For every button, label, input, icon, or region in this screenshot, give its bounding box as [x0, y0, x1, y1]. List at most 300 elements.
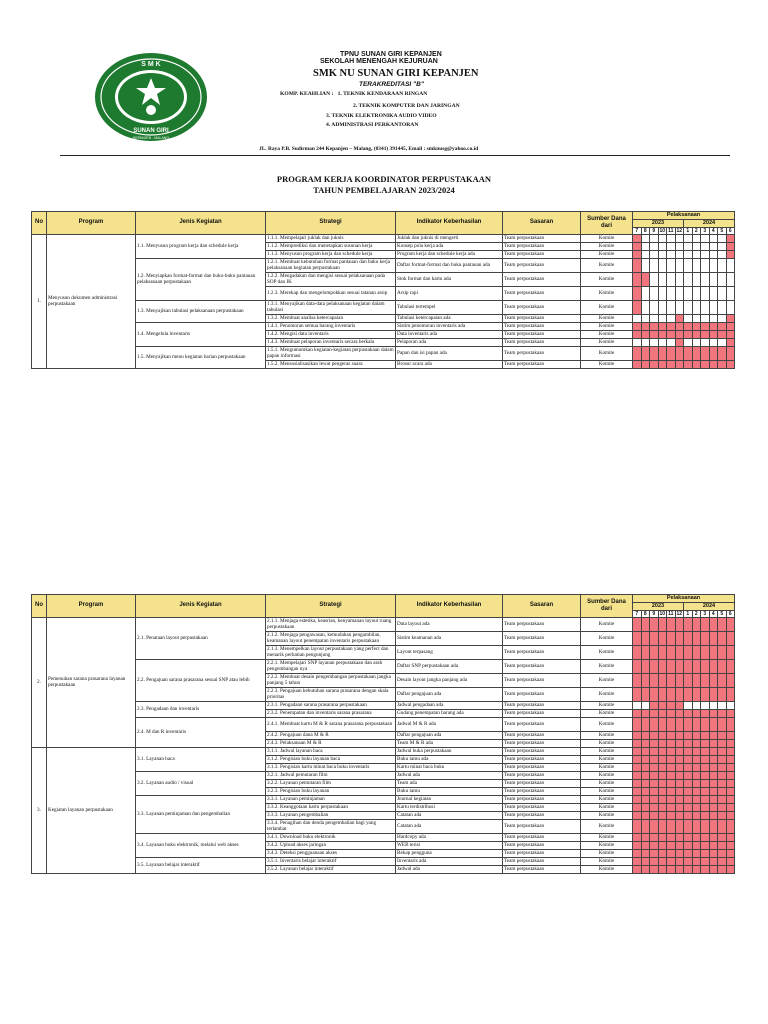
- strategy-cell: 3.3.4. Penagihan dan denda pengembalian bagi yang terlambat: [266, 819, 396, 833]
- indicator-cell: Catatan ada: [396, 819, 503, 833]
- schedule-cell: [709, 314, 718, 322]
- schedule-cell: [701, 747, 710, 755]
- schedule-cell: [650, 747, 659, 755]
- fund-source-cell: Komite: [581, 272, 633, 286]
- schedule-cell: [667, 747, 676, 755]
- schedule-cell: [718, 272, 727, 286]
- indicator-cell: Hardcopy ada: [396, 833, 503, 841]
- schedule-cell: [641, 717, 650, 731]
- target-cell: Team perpustakaan: [503, 258, 581, 272]
- schedule-cell: [641, 819, 650, 833]
- schedule-cell: [658, 617, 667, 631]
- schedule-cell: [684, 631, 693, 645]
- schedule-cell: [692, 841, 701, 849]
- indicator-cell: Team M & R ada: [396, 739, 503, 747]
- schedule-cell: [641, 865, 650, 873]
- schedule-cell: [709, 234, 718, 242]
- schedule-cell: [650, 286, 659, 300]
- fund-source-cell: Komite: [581, 747, 633, 755]
- target-cell: Team perpustakaan: [503, 849, 581, 857]
- schedule-cell: [684, 346, 693, 360]
- schedule-cell: [641, 258, 650, 272]
- fund-source-cell: Komite: [581, 300, 633, 314]
- schedule-cell: [718, 841, 727, 849]
- schedule-cell: [667, 360, 676, 368]
- program-name: Kegiatan layanan perpustakaan: [47, 747, 136, 873]
- schedule-cell: [667, 717, 676, 731]
- schedule-cell: [701, 739, 710, 747]
- schedule-cell: [667, 849, 676, 857]
- schedule-cell: [675, 833, 684, 841]
- schedule-cell: [692, 709, 701, 717]
- target-cell: Team perpustakaan: [503, 717, 581, 731]
- schedule-cell: [718, 687, 727, 701]
- table-row: [32, 857, 735, 865]
- schedule-cell: [650, 763, 659, 771]
- col-header-month: 6: [726, 227, 735, 234]
- schedule-cell: [658, 322, 667, 330]
- schedule-cell: [658, 673, 667, 687]
- col-header-strategi: Strategi: [266, 595, 396, 618]
- schedule-cell: [650, 322, 659, 330]
- indicator-cell: Journal kegiatan: [396, 795, 503, 803]
- col-header-strategi: Strategi: [266, 212, 396, 235]
- activity-type: 1.2. Menyiapkan format-format dan buku-buku pantauan pelaksanaan perpustakaan: [136, 258, 266, 300]
- schedule-cell: [701, 709, 710, 717]
- schedule-cell: [675, 360, 684, 368]
- schedule-cell: [709, 286, 718, 300]
- schedule-cell: [701, 338, 710, 346]
- schedule-cell: [641, 763, 650, 771]
- target-cell: Team perpustakaan: [503, 747, 581, 755]
- schedule-cell: [675, 322, 684, 330]
- schedule-cell: [718, 330, 727, 338]
- schedule-cell: [701, 673, 710, 687]
- program-table-1: [31, 211, 735, 369]
- strategy-cell: 3.5.1. Inventaris belajar interaktif: [266, 857, 396, 865]
- schedule-cell: [709, 250, 718, 258]
- indicator-cell: Stok format dan kartu ada: [396, 272, 503, 286]
- schedule-cell: [675, 631, 684, 645]
- schedule-cell: [718, 771, 727, 779]
- schedule-cell: [718, 234, 727, 242]
- fund-source-cell: Komite: [581, 803, 633, 811]
- accreditation: TERAKREDITASI "B": [359, 81, 424, 88]
- col-header-month: 3: [701, 227, 710, 234]
- strategy-cell: 3.1.2. Pengisian buku layanan baca: [266, 755, 396, 763]
- schedule-cell: [709, 739, 718, 747]
- target-cell: Team perpustakaan: [503, 314, 581, 322]
- fund-source-cell: Komite: [581, 234, 633, 242]
- schedule-cell: [641, 330, 650, 338]
- fund-source-cell: Komite: [581, 673, 633, 687]
- schedule-cell: [675, 286, 684, 300]
- target-cell: Team perpustakaan: [503, 272, 581, 286]
- fund-source-cell: Komite: [581, 865, 633, 873]
- table-row: [32, 258, 735, 272]
- activity-type: 2.4. M dan R inventaris: [136, 717, 266, 747]
- strategy-cell: 2.1.1. Menjaga estetika, keasrian, kenyamanan layout ruang perpustakaan: [266, 617, 396, 631]
- activity-type: 2.1. Penataan layout perpustakaan: [136, 617, 266, 659]
- program-table-2: [31, 594, 735, 874]
- schedule-cell: [633, 659, 642, 673]
- schedule-cell: [701, 258, 710, 272]
- schedule-cell: [709, 338, 718, 346]
- col-header-pelaksanaan: Pelaksanaan: [633, 212, 735, 220]
- schedule-cell: [633, 286, 642, 300]
- fund-source-cell: Komite: [581, 819, 633, 833]
- schedule-cell: [667, 787, 676, 795]
- col-header-year-2023: 2023: [633, 220, 684, 228]
- schedule-cell: [641, 833, 650, 841]
- strategy-cell: 1.4.2. Mengisi data inventaris: [266, 330, 396, 338]
- schedule-cell: [650, 717, 659, 731]
- schedule-cell: [650, 258, 659, 272]
- target-cell: Team perpustakaan: [503, 250, 581, 258]
- schedule-cell: [675, 787, 684, 795]
- col-header-indikator: Indikator Keberhasilan: [396, 595, 503, 618]
- schedule-cell: [701, 242, 710, 250]
- schedule-cell: [650, 631, 659, 645]
- schedule-cell: [684, 673, 693, 687]
- schedule-cell: [684, 849, 693, 857]
- schedule-cell: [667, 779, 676, 787]
- schedule-cell: [650, 771, 659, 779]
- schedule-cell: [641, 673, 650, 687]
- strategy-cell: 2.1.3. Menempelkan layout perpustakaan yang perfect dan menarik perhatian pengunjung: [266, 645, 396, 659]
- schedule-cell: [701, 811, 710, 819]
- schedule-cell: [633, 673, 642, 687]
- schedule-cell: [701, 803, 710, 811]
- target-cell: Team perpustakaan: [503, 771, 581, 779]
- col-header-month: 4: [709, 227, 718, 234]
- schedule-cell: [718, 701, 727, 709]
- schedule-cell: [658, 346, 667, 360]
- competency-1: 1. TEKNIK KENDARAAN RINGAN: [337, 91, 428, 97]
- schedule-cell: [633, 717, 642, 731]
- schedule-cell: [667, 631, 676, 645]
- schedule-cell: [684, 659, 693, 673]
- indicator-cell: Juklak dan juknis di mengerti: [396, 234, 503, 242]
- activity-type: 3.1. Layanan baca: [136, 747, 266, 771]
- target-cell: Team perpustakaan: [503, 346, 581, 360]
- target-cell: Team perpustakaan: [503, 645, 581, 659]
- strategy-cell: 1.1.1. Mempelajari juklak dan juknis: [266, 234, 396, 242]
- schedule-cell: [650, 841, 659, 849]
- schedule-cell: [726, 833, 735, 841]
- col-header-jenis: Jenis Kegiatan: [136, 212, 266, 235]
- strategy-cell: 1.2.2. Mengadakan dan mengisi sesuai pelaksanaan pada SOP dan IK: [266, 272, 396, 286]
- schedule-cell: [667, 322, 676, 330]
- schedule-cell: [692, 250, 701, 258]
- schedule-cell: [692, 346, 701, 360]
- schedule-cell: [692, 701, 701, 709]
- col-header-month: 1: [684, 610, 693, 617]
- schedule-cell: [633, 833, 642, 841]
- schedule-cell: [726, 330, 735, 338]
- strategy-cell: 1.1.2. Memprediksi dan menetapkan susunan kerja: [266, 242, 396, 250]
- fund-source-cell: Komite: [581, 709, 633, 717]
- activity-type: 1.1. Menyusun program kerja dan schedule kerja: [136, 234, 266, 258]
- strategy-cell: 3.4.2. Upload akses jaringan: [266, 841, 396, 849]
- indicator-cell: Pelaporan ada: [396, 338, 503, 346]
- schedule-cell: [667, 857, 676, 865]
- competency-3: 3. TEKNIK ELEKTRONIKA AUDIO VIDEO: [326, 113, 437, 119]
- schedule-cell: [692, 360, 701, 368]
- schedule-cell: [701, 779, 710, 787]
- schedule-cell: [641, 779, 650, 787]
- strategy-cell: 1.4.1. Penomoran semua barang inventaris: [266, 322, 396, 330]
- schedule-cell: [709, 659, 718, 673]
- schedule-cell: [633, 687, 642, 701]
- schedule-cell: [641, 272, 650, 286]
- schedule-cell: [675, 330, 684, 338]
- schedule-cell: [633, 300, 642, 314]
- schedule-cell: [650, 330, 659, 338]
- schedule-cell: [658, 272, 667, 286]
- schedule-cell: [701, 330, 710, 338]
- target-cell: Team perpustakaan: [503, 857, 581, 865]
- schedule-cell: [718, 338, 727, 346]
- schedule-cell: [675, 763, 684, 771]
- schedule-cell: [658, 857, 667, 865]
- schedule-cell: [667, 795, 676, 803]
- target-cell: Team perpustakaan: [503, 330, 581, 338]
- schedule-cell: [633, 272, 642, 286]
- schedule-cell: [667, 242, 676, 250]
- schedule-cell: [658, 849, 667, 857]
- schedule-cell: [726, 286, 735, 300]
- schedule-cell: [658, 755, 667, 763]
- schedule-cell: [709, 360, 718, 368]
- schedule-cell: [658, 731, 667, 739]
- strategy-cell: 3.3.2. Keanggotaan kartu perpustakaan: [266, 803, 396, 811]
- program-name: Pemenuhan sarana prasarana layanan perpustakaan: [47, 617, 136, 747]
- schedule-cell: [684, 701, 693, 709]
- target-cell: Team perpustakaan: [503, 787, 581, 795]
- schedule-cell: [684, 795, 693, 803]
- schedule-cell: [692, 771, 701, 779]
- schedule-cell: [709, 645, 718, 659]
- schedule-cell: [658, 330, 667, 338]
- schedule-cell: [726, 314, 735, 322]
- schedule-cell: [675, 849, 684, 857]
- schedule-cell: [650, 811, 659, 819]
- schedule-cell: [726, 803, 735, 811]
- schedule-cell: [718, 779, 727, 787]
- col-header-program: Program: [47, 212, 136, 235]
- schedule-cell: [658, 631, 667, 645]
- schedule-cell: [658, 250, 667, 258]
- schedule-cell: [718, 739, 727, 747]
- schedule-cell: [641, 234, 650, 242]
- schedule-cell: [692, 645, 701, 659]
- schedule-cell: [641, 709, 650, 717]
- indicator-cell: Desain layout jangka panjang ada: [396, 673, 503, 687]
- table-row: [32, 717, 735, 731]
- schedule-cell: [684, 787, 693, 795]
- schedule-cell: [641, 731, 650, 739]
- schedule-cell: [658, 717, 667, 731]
- schedule-cell: [650, 338, 659, 346]
- schedule-cell: [641, 286, 650, 300]
- target-cell: Team perpustakaan: [503, 731, 581, 739]
- col-header-month: 5: [718, 610, 727, 617]
- strategy-cell: 3.1.1. Jadwal layanan baca: [266, 747, 396, 755]
- col-header-month: 1: [684, 227, 693, 234]
- target-cell: Team perpustakaan: [503, 803, 581, 811]
- target-cell: Team perpustakaan: [503, 673, 581, 687]
- table-row: [32, 617, 735, 631]
- indicator-cell: Layout terpasang: [396, 645, 503, 659]
- schedule-cell: [726, 849, 735, 857]
- strategy-cell: 2.3.2. Penempatan dan inventaris sarana prasarana: [266, 709, 396, 717]
- schedule-cell: [658, 771, 667, 779]
- schedule-cell: [726, 779, 735, 787]
- schedule-cell: [692, 659, 701, 673]
- fund-source-cell: Komite: [581, 617, 633, 631]
- schedule-cell: [641, 849, 650, 857]
- schedule-cell: [692, 731, 701, 739]
- schedule-cell: [692, 286, 701, 300]
- schedule-cell: [701, 717, 710, 731]
- schedule-cell: [633, 779, 642, 787]
- schedule-cell: [701, 865, 710, 873]
- fund-source-cell: Komite: [581, 286, 633, 300]
- table-2-header: [32, 595, 735, 618]
- target-cell: Team perpustakaan: [503, 833, 581, 841]
- activity-type: 2.3. Pengadaan dan inventaris: [136, 701, 266, 717]
- table-row: [32, 346, 735, 360]
- schedule-cell: [692, 338, 701, 346]
- schedule-cell: [718, 617, 727, 631]
- schedule-cell: [718, 322, 727, 330]
- program-name: Menyusun dokumen administrasi perpustakaan: [47, 234, 136, 368]
- schedule-cell: [718, 833, 727, 841]
- schedule-cell: [718, 787, 727, 795]
- schedule-cell: [658, 739, 667, 747]
- schedule-cell: [726, 841, 735, 849]
- target-cell: Team perpustakaan: [503, 811, 581, 819]
- col-header-month: 8: [641, 227, 650, 234]
- schedule-cell: [701, 314, 710, 322]
- indicator-cell: Jadwal M & R ada: [396, 717, 503, 731]
- schedule-cell: [650, 787, 659, 795]
- schedule-cell: [692, 849, 701, 857]
- fund-source-cell: Komite: [581, 314, 633, 322]
- schedule-cell: [701, 645, 710, 659]
- target-cell: Team perpustakaan: [503, 659, 581, 673]
- activity-type: 3.2. Layanan audio / visual: [136, 771, 266, 795]
- schedule-cell: [650, 833, 659, 841]
- schedule-cell: [726, 755, 735, 763]
- schedule-cell: [692, 795, 701, 803]
- schedule-cell: [633, 819, 642, 833]
- strategy-cell: 3.1.3. Pengisian kartu minat baca buku inventaris: [266, 763, 396, 771]
- schedule-cell: [709, 346, 718, 360]
- table-1-header: [32, 212, 735, 235]
- schedule-cell: [684, 300, 693, 314]
- schedule-cell: [718, 709, 727, 717]
- col-header-sumber: Sumber Dana dari: [581, 595, 633, 618]
- schedule-cell: [726, 747, 735, 755]
- schedule-cell: [718, 857, 727, 865]
- schedule-cell: [658, 234, 667, 242]
- schedule-cell: [667, 755, 676, 763]
- schedule-cell: [667, 865, 676, 873]
- strategy-cell: 3.3.3. Layanan pengembalian: [266, 811, 396, 819]
- col-header-month: 11: [668, 610, 674, 617]
- indicator-cell: Gudang penempatan barang ada: [396, 709, 503, 717]
- schedule-cell: [675, 687, 684, 701]
- strategy-cell: 1.3.2. Membuat analisa ketercapaian: [266, 314, 396, 322]
- schedule-cell: [684, 779, 693, 787]
- schedule-cell: [658, 687, 667, 701]
- schedule-cell: [701, 841, 710, 849]
- schedule-cell: [684, 645, 693, 659]
- col-header-month: 7: [633, 610, 642, 617]
- table-2-body: [32, 617, 735, 873]
- schedule-cell: [709, 787, 718, 795]
- schedule-cell: [709, 771, 718, 779]
- schedule-cell: [684, 286, 693, 300]
- school-name: SMK NU SUNAN GIRI KEPANJEN: [313, 68, 479, 79]
- schedule-cell: [658, 841, 667, 849]
- schedule-cell: [726, 795, 735, 803]
- schedule-cell: [650, 803, 659, 811]
- schedule-cell: [726, 787, 735, 795]
- target-cell: Team perpustakaan: [503, 234, 581, 242]
- indicator-cell: Jadwal ada: [396, 771, 503, 779]
- schedule-cell: [633, 739, 642, 747]
- schedule-cell: [641, 659, 650, 673]
- indicator-cell: Jadwal ada: [396, 865, 503, 873]
- target-cell: Team perpustakaan: [503, 300, 581, 314]
- schedule-cell: [692, 803, 701, 811]
- fund-source-cell: Komite: [581, 687, 633, 701]
- indicator-cell: Daftar SNP perpustakaan ada: [396, 659, 503, 673]
- document-title: PROGRAM KERJA KOORDINATOR PERPUSTAKAAN: [276, 174, 492, 184]
- schedule-cell: [709, 242, 718, 250]
- schedule-cell: [701, 731, 710, 739]
- schedule-cell: [709, 617, 718, 631]
- strategy-cell: 2.4.1. Membuat kartu M & R sarana prasarana perpustakaan: [266, 717, 396, 731]
- schedule-cell: [641, 795, 650, 803]
- schedule-cell: [718, 645, 727, 659]
- schedule-cell: [709, 833, 718, 841]
- schedule-cell: [718, 314, 727, 322]
- col-header-month: 11: [668, 227, 674, 234]
- schedule-cell: [684, 717, 693, 731]
- competency-line-1: [280, 91, 427, 97]
- fund-source-cell: Komite: [581, 763, 633, 771]
- schedule-cell: [718, 763, 727, 771]
- schedule-cell: [692, 717, 701, 731]
- fund-source-cell: Komite: [581, 731, 633, 739]
- schedule-cell: [641, 645, 650, 659]
- schedule-cell: [684, 360, 693, 368]
- schedule-cell: [667, 731, 676, 739]
- strategy-cell: 3.2.3. Pengisian buku layanan: [266, 787, 396, 795]
- strategy-cell: 1.2.3. Merekap dan mengelompokkan sesuai tatanan arsip: [266, 286, 396, 300]
- schedule-cell: [726, 322, 735, 330]
- schedule-cell: [633, 795, 642, 803]
- schedule-cell: [633, 338, 642, 346]
- schedule-cell: [675, 857, 684, 865]
- logo-bottom-text: KEPANJEN - MALANG: [132, 136, 170, 140]
- schedule-cell: [633, 701, 642, 709]
- schedule-cell: [718, 242, 727, 250]
